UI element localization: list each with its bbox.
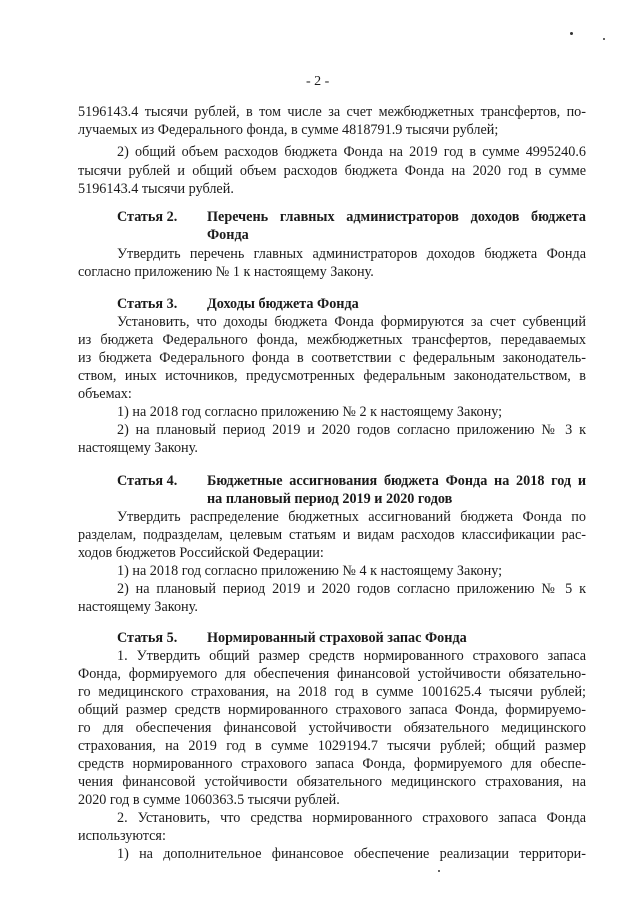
list-item: настоящему Закону. xyxy=(78,599,198,615)
article-4-number: Статья 4. xyxy=(117,473,178,489)
list-item: настоящему Закону. xyxy=(78,440,198,456)
article-4-title: на плановый период 2019 и 2020 годов xyxy=(207,491,453,507)
body-line: 1. Утвердить общий размер средств нормированного страхового запаса xyxy=(117,648,586,664)
body-line: объемах: xyxy=(78,386,132,402)
body-line: чения финансовой устойчивости обязательного медицинского страхования, на xyxy=(78,774,586,790)
body-line: из бюджета Федерального фонда в соответствии с федеральным законодатель- xyxy=(78,350,586,366)
article-5-title: Нормированный страховой запас Фонда xyxy=(207,630,467,646)
body-line: разделам, подразделам, целевым статьям и видам расходов классификации рас- xyxy=(78,527,586,543)
body-line: согласно приложению № 1 к настоящему Закону. xyxy=(78,264,374,280)
body-line: ством, иных источников, предусмотренных федеральным законодательством, в xyxy=(78,368,586,384)
body-line: ходов бюджетов Российской Федерации: xyxy=(78,545,324,561)
article-5-number: Статья 5. xyxy=(117,630,178,646)
body-line: Фонда, формируемого для обеспечения финансовой устойчивости обязательно- xyxy=(78,666,586,682)
body-line: Установить, что доходы бюджета Фонда формируются за счет субвенций xyxy=(117,314,586,330)
scan-speck xyxy=(438,870,440,872)
body-line: из бюджета Федерального фонда, межбюджетных трансфертов, передаваемых xyxy=(78,332,586,348)
body-line: средств нормированного страхового запаса Фонда, формируемого для обеспе- xyxy=(78,756,586,772)
list-item: 2) на плановый период 2019 и 2020 годов согласно приложению № 3 к xyxy=(117,422,586,438)
body-line: 5196143.4 тысячи рублей. xyxy=(78,181,234,197)
body-line: 5196143.4 тысячи рублей, в том числе за счет межбюджетных трансфертов, по- xyxy=(78,104,586,120)
body-line: 2020 год в сумме 1060363.5 тысячи рублей. xyxy=(78,792,340,808)
body-line: 2. Установить, что средства нормированного страхового запаса Фонда xyxy=(117,810,586,826)
body-line: общий размер средств нормированного страхового запаса Фонда, формируемо- xyxy=(78,702,586,718)
body-line: Утвердить перечень главных администраторов доходов бюджета Фонда xyxy=(117,246,586,262)
body-line: 2) общий объем расходов бюджета Фонда на 2019 год в сумме 4995240.6 xyxy=(117,144,586,160)
body-line: го для обеспечения финансовой устойчивости обязательного медицинского xyxy=(78,720,586,736)
article-2-title: Фонда xyxy=(207,227,249,243)
article-2-number: Статья 2. xyxy=(117,209,178,225)
scan-speck xyxy=(570,32,573,35)
body-line: используются: xyxy=(78,828,166,844)
body-line: тысячи рублей и общий объем расходов бюджета Фонда на 2020 год в сумме xyxy=(78,163,586,179)
article-2-title: Перечень главных администраторов доходов бюджета xyxy=(207,209,586,225)
list-item: 1) на 2018 год согласно приложению № 4 к настоящему Закону; xyxy=(117,563,503,579)
scan-speck xyxy=(603,38,605,40)
body-line: лучаемых из Федерального фонда, в сумме 4818791.9 тысячи рублей; xyxy=(78,122,499,138)
article-3-number: Статья 3. xyxy=(117,296,178,312)
body-line: го медицинского страхования, на 2018 год в сумме 1001625.4 тысячи рублей; xyxy=(78,684,586,700)
article-3-title: Доходы бюджета Фонда xyxy=(207,296,359,312)
list-item: 1) на 2018 год согласно приложению № 2 к настоящему Закону; xyxy=(117,404,503,420)
body-line: Утвердить распределение бюджетных ассигнований бюджета Фонда по xyxy=(117,509,586,525)
body-line: страхования, на 2019 год в сумме 1029194.7 тысячи рублей; общий размер xyxy=(78,738,586,754)
article-4-title: Бюджетные ассигнования бюджета Фонда на 2018 год и xyxy=(207,473,586,489)
body-line: 1) на дополнительное финансовое обеспечение реализации территори- xyxy=(117,846,586,862)
list-item: 2) на плановый период 2019 и 2020 годов согласно приложению № 5 к xyxy=(117,581,586,597)
page-number: - 2 - xyxy=(306,74,330,89)
